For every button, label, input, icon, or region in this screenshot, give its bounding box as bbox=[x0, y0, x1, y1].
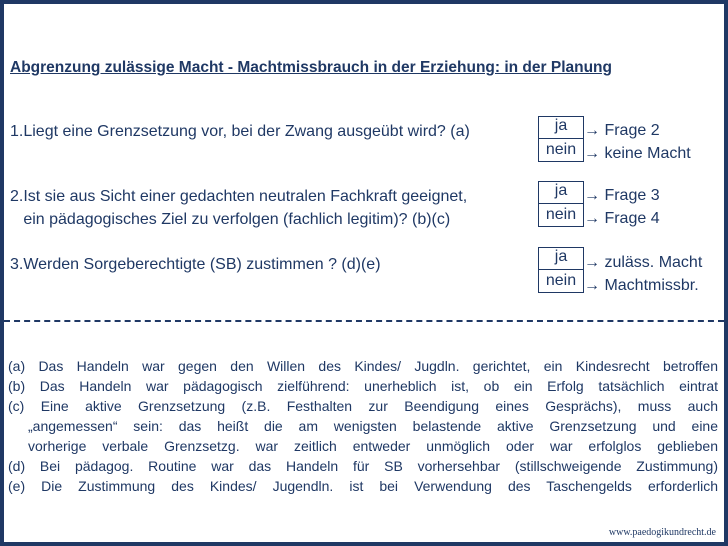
answer-yes-2: ja bbox=[554, 182, 568, 199]
answer-no-1: nein bbox=[539, 138, 583, 161]
page-title: Abgrenzung zulässige Macht - Machtmissbrauch in der Erziehung: in der Planung bbox=[10, 59, 612, 76]
footnotes bbox=[8, 356, 718, 496]
answer-box-3 bbox=[538, 247, 584, 293]
answer-no-2: nein bbox=[539, 203, 583, 226]
answer-box-2 bbox=[538, 181, 584, 227]
footer-url: www.paedogikundrecht.de bbox=[608, 527, 716, 538]
answer-yes-3: ja bbox=[554, 248, 568, 265]
slide bbox=[4, 4, 724, 542]
question-2-line-1: 2.Ist sie aus Sicht einer gedachten neutralen Fachkraft geeignet, bbox=[10, 188, 468, 205]
result-no-3: → Machtmissbr. bbox=[584, 277, 699, 294]
question-3: 3.Werden Sorgeberechtigte (SB) zustimmen ? (d)(e) bbox=[10, 256, 381, 273]
answer-no-3: nein bbox=[539, 269, 583, 292]
result-no-2: → Frage 4 bbox=[584, 210, 660, 227]
note-e: (e) Die Zustimmung des Kindes/ Jugendln. ist bei Verwendung des Taschengelds erforderlich bbox=[8, 478, 718, 494]
answer-box-1 bbox=[538, 116, 584, 162]
note-d: (d) Bei pädagog. Routine war das Handeln für SB vorhersehbar (stillschweigende Zustimmung) bbox=[8, 458, 718, 474]
note-c-line-2: „angemessen“ sein: das heißt die am wenigsten belastende aktive Grenzsetzung und eine bbox=[28, 418, 718, 434]
result-yes-1: → Frage 2 bbox=[584, 122, 660, 139]
answer-yes-1: ja bbox=[554, 117, 568, 134]
note-c-line-1: (c) Eine aktive Grenzsetzung (z.B. Festhalten zur Beendigung eines Gesprächs), muss auch bbox=[8, 398, 718, 414]
question-1: 1.Liegt eine Grenzsetzung vor, bei der Zwang ausgeübt wird? (a) bbox=[10, 123, 470, 140]
note-c-line-3: vorherige verbale Grenzsetzg. war zeitlich entweder unmöglich oder war erfolglos geblieben bbox=[28, 438, 718, 454]
dashed-separator bbox=[4, 320, 724, 322]
result-yes-2: → Frage 3 bbox=[584, 187, 660, 204]
result-no-1: → keine Macht bbox=[584, 145, 691, 162]
result-yes-3: → zuläss. Macht bbox=[584, 254, 703, 271]
note-a: (a) Das Handeln war gegen den Willen des Kindes/ Jugdln. gerichtet, ein Kindesrecht betroffen bbox=[8, 358, 718, 374]
question-2-line-2: ein pädagogisches Ziel zu verfolgen (fachlich legitim)? (b)(c) bbox=[10, 211, 451, 228]
note-b: (b) Das Handeln war pädagogisch zielführend: unerheblich ist, ob ein Erfolg tatsächlich eintrat bbox=[8, 378, 718, 394]
